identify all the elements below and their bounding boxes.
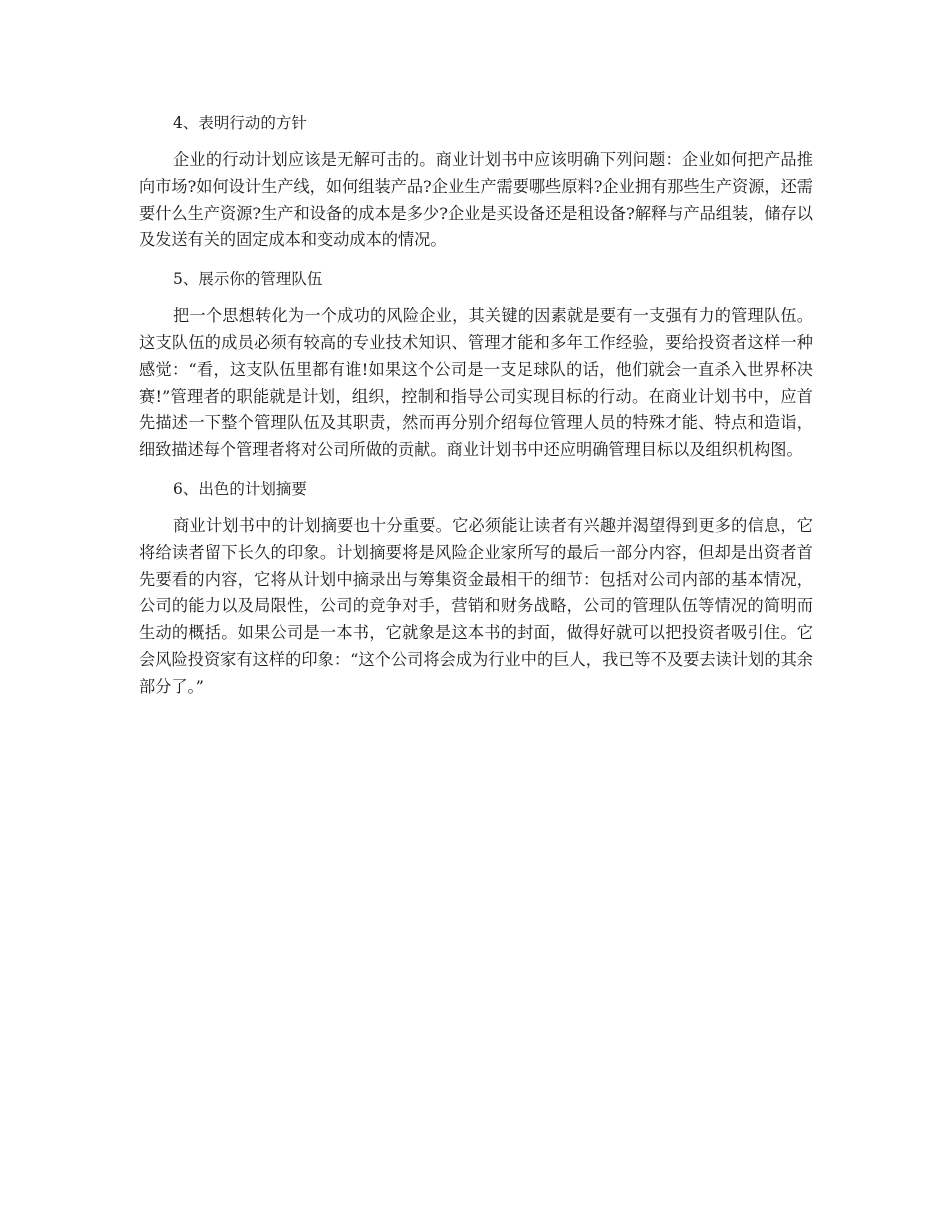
section-paragraph: 商业计划书中的计划摘要也十分重要。它必须能让读者有兴趣并渴望得到更多的信息，它将给读者留下长久的印象。计划摘要将是风险企业家所写的最后一部分内容，但却是出资者首先要看的内容，它将从计划中摘录出与筹集资金最相干的细节：包括对公司内部的基本情况，公司的能力以及局限性，公司的竞争对手，营销和财务战略，公司的管理队伍等情况的简明而生动的概括。如果公司是一本书，它就象是这本书的封面，做得好就可以把投资者吸引住。它会风险投资家有这样的印象：“这个公司将会成为行业中的巨人，我已等不及要去读计划的其余部分了。”	[139, 515, 813, 696]
section-heading: 5、展示你的管理队伍	[173, 270, 323, 289]
section-action-plan	[139, 110, 813, 254]
section-heading: 4、表明行动的方针	[173, 114, 307, 132]
document-page	[139, 110, 813, 701]
section-management-team	[139, 266, 813, 464]
section-paragraph: 企业的行动计划应该是无解可击的。商业计划书中应该明确下列问题：企业如何把产品推向市场?如何设计生产线，如何组装产品?企业生产需要哪些原料?企业拥有那些生产资源，还需要什么生产资源?生产和设备的成本是多少?企业是买设备还是租设备?解释与产品组装，储存以及发送有关的固定成本和变动成本的情况。	[139, 150, 813, 250]
section-plan-summary	[139, 476, 813, 701]
section-paragraph: 把一个思想转化为一个成功的风险企业，其关键的因素就是要有一支强有力的管理队伍。这支队伍的成员必须有较高的专业技术知识、管理才能和多年工作经验，要给投资者这样一种感觉：“看，这支队伍里都有谁!如果这个公司是一支足球队的话，他们就会一直杀入世界杯决赛!”管理者的职能就是计划，组织，控制和指导公司实现目标的行动。在商业计划书中，应首先描述一下整个管理队伍及其职责，然而再分别介绍每位管理人员的特殊才能、特点和造诣，细致描述每个管理者将对公司所做的贡献。商业计划书中还应明确管理目标以及组织机构图。	[139, 306, 813, 460]
section-heading: 6、出色的计划摘要	[173, 479, 307, 498]
